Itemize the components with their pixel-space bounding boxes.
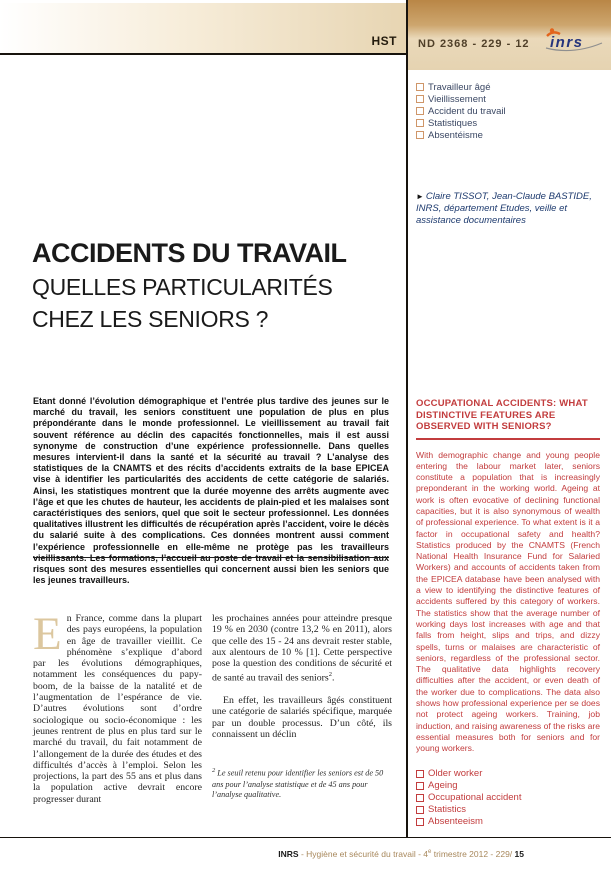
footer-brand: INRS [278,849,299,859]
checkbox-icon [416,806,424,814]
inrs-logo-icon [543,26,605,56]
inrs-logo [543,26,605,56]
header-bar-right [408,0,611,70]
checkbox-icon [416,83,424,91]
keyword-item [416,93,506,105]
abstract-en-heading: OCCUPATIONAL ACCIDENTS: WHAT DISTINCTIVE FEATURES ARE OBSERVED WITH SENIORS? [416,398,600,440]
keyword-label: Travailleur âgé [428,81,491,93]
footer-text: - Hygiène et sécurité du travail - 4 [298,849,429,859]
keyword-label: Vieillissement [428,93,486,105]
document-number: ND 2368 - 229 - 12 [418,38,530,50]
abstract-en-body: With demographic change and young people entering the labour market later, seniors constitute a population that is increasingly preponderant in the working world. Ageing at work is often evocative of declining functional capacities, but it is also synonymous of wealth of professional experience. To what extent is it a factor in occupational safety and health? Statistics produced by the CNAMTS (French National Health Insurance Fund for Salaried Workers) and accounts of accidents taken from the EPICEA database have been analysed with a view to identifying the distinctive features of accidents suffered by this category of workers. The statistics show that the average number of working days lost increases with age and that falls from height, slips and trips, and dizzy spells, turns or malaises are characteristic of seniors, regardless of the professional sector. The qualitative data highlights recovery difficulties after the accident, or even death of the worker due to complications. The data also shows how professional experience per se does not protect ageing workers. Training, job induction, and raising awareness of the risks are essential measures both for seniors and for young workers. [416,449,600,754]
title-line-3: CHEZ LES SENIORS ? [32,306,269,332]
keyword-item [416,117,506,129]
column-divider [406,0,408,837]
footer [0,849,524,859]
keyword-item [416,129,506,141]
keyword-item [416,816,600,828]
checkbox-icon [416,818,424,826]
keyword-item [416,804,600,816]
title-line-1: ACCIDENTS DU TRAVAIL [32,238,347,268]
abstract-separator [33,557,389,558]
dropcap-letter: E [33,608,62,660]
keywords-fr [416,81,506,141]
body-paragraph: En effet, les travailleurs âgés constituent une catégorie de salariés spécifique, marquée par un double processus. D’un côté, ils connaissent un déclin [212,695,392,740]
checkbox-icon [416,770,424,778]
paragraph-text: . [331,672,335,684]
keyword-label: Older worker [428,768,483,780]
keyword-label: Absenteeism [428,816,483,828]
title-line-2: QUELLES PARTICULARITÉS [32,274,333,300]
author-names: Claire TISSOT, Jean-Claude BASTIDE, INRS, département Etudes, veille et assistance documentaires [416,191,592,226]
footer-text: trimestre 2012 - 229/ [431,849,515,859]
checkbox-icon [416,119,424,127]
keyword-label: Accident du travail [428,105,506,117]
footnote-marker: 2 [212,767,216,775]
checkbox-icon [416,794,424,802]
keyword-label: Statistiques [428,117,478,129]
abstract-en [416,398,600,828]
keyword-label: Ageing [428,780,458,792]
body-paragraph: n France, comme dans la plupart des pays européens, la population en âge de travailler vieillit. Ce phénomène s’explique d’abord par les évolutions démographiques, notamment les conséquences du papy-boom, de la baisse de la natalité et de l’augmentation de l’espérance de vie. D’autres évolutions sont d’ordre sociologique ou socio-économique : les jeunes rentrent de plus en plus tard sur le marché du travail, du fait notamment de l’allongement de la durée des études et des difficultés d’accès à l’emploi. Selon les projections, la part des 55 ans et plus dans la population active devrait encore progresser durant [33,613,202,805]
checkbox-icon [416,131,424,139]
checkbox-icon [416,782,424,790]
keyword-item [416,792,600,804]
arrow-icon: ► [416,192,424,201]
author-block [416,191,596,227]
footnote-marker: 2 [328,671,332,679]
inrs-logo-text: inrs [550,34,584,51]
keyword-item [416,105,506,117]
footer-superscript: e [428,849,432,856]
keyword-label: Absentéisme [428,129,483,141]
body-column-1 [33,608,202,805]
checkbox-icon [416,107,424,115]
checkbox-icon [416,95,424,103]
keyword-item [416,81,506,93]
hst-label: HST [371,34,397,48]
footnote [212,766,392,801]
article-title [32,236,347,335]
footer-page-number: 15 [514,849,524,859]
body-column-2 [212,613,392,801]
keyword-label: Occupational accident [428,792,522,804]
paragraph-text: les prochaines années pour atteindre presque 19 % en 2030 (contre 13,2 % en 2011), alors que celle des 15 - 24 ans devrait rester stable, aux alentours de 10 % [1]. Cette perspective pose la question des conditions de sécurité et de santé au travail des seniors [212,613,392,684]
body-paragraph [212,613,392,684]
footer-separator [0,837,611,838]
footnote-text: Le seuil retenu pour identifier les seniors est de 50 ans pour l’analyse statistique et de 45 ans pour l’analyse qualitative. [212,768,384,800]
abstract-fr: Etant donné l’évolution démographique et l’entrée plus tardive des jeunes sur le marché du travail, les seniors constituent une population de plus en plus prépondérante dans le monde professionnel. Le vieillissement au travail fait souvent référence au déclin des capacités fonctionnelles, mais il est aussi synonyme de construction d’une expérience professionnelle. Dans quelles mesures intervient-il dans la santé et la sécurité au travail ? L’analyse des statistiques de la CNAMTS et des récits d’accidents extraits de la base EPICEA vise à identifier les particularités des accidents de cette catégorie de salariés. Ainsi, les statistiques montrent que la durée moyenne des arrêts augmente avec l’âge et que les chutes de hauteur, les accidents de plain-pied et les malaises sont caractéristiques des seniors, quel que soit le secteur professionnel. Les données qualitatives illustrent les difficultés de récupération après l’accident, voire le décès du salarié suite à des complications. Ces données montrent aussi comment l’expérience professionnelle en elle-même ne protège pas les travailleurs vieillissants. Les formations, l’accueil au poste de travail et la sensibilisation aux risques sont des mesures essentielles qui concernent aussi bien les seniors que les jeunes travailleurs. [33,396,389,586]
keyword-label: Statistics [428,804,467,816]
header-bar-left [0,3,406,55]
keyword-item [416,768,600,780]
keywords-en [416,768,600,828]
keyword-item [416,780,600,792]
